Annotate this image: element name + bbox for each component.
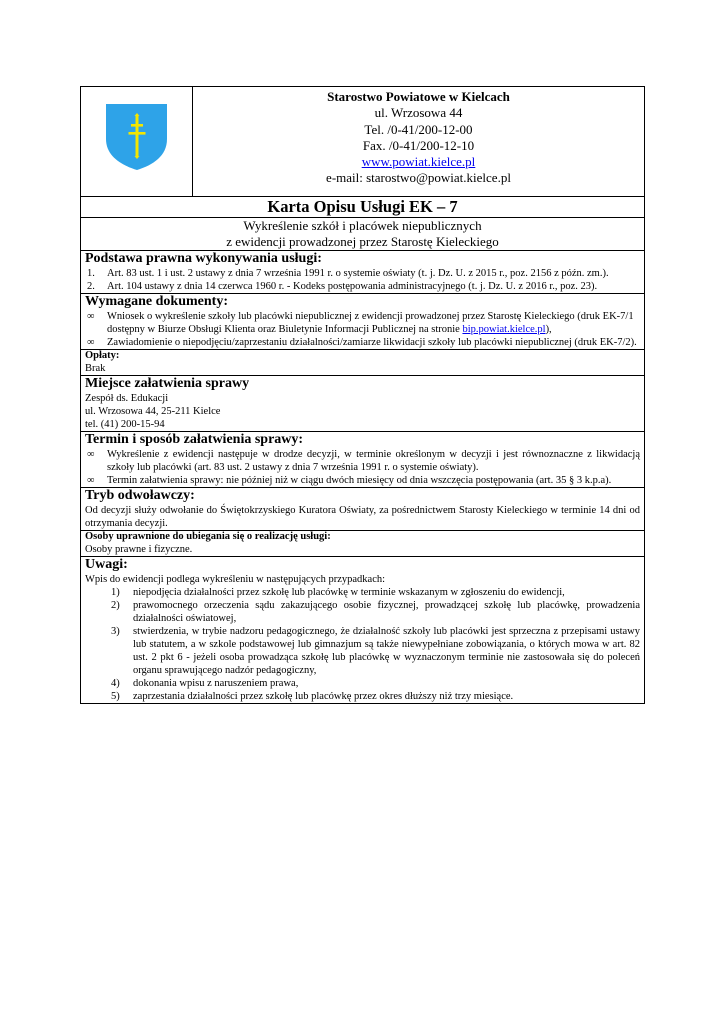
office-name: Starostwo Powiatowe w Kielcach	[327, 89, 510, 104]
notes-heading: Uwagi:	[85, 557, 128, 572]
list-number: 2)	[111, 600, 120, 611]
deadline-section	[81, 432, 645, 488]
appeal-row	[81, 488, 645, 531]
list-item-text: Art. 104 ustawy z dnia 14 czerwca 1960 r. - Kodeks postępowania administracyjnego (t. j. Dz. U. z 2016 r., poz. 23).	[107, 281, 598, 292]
place-row	[81, 376, 645, 432]
list-item	[85, 677, 640, 690]
list-item	[85, 474, 640, 487]
appeal-section	[81, 488, 645, 531]
logo-cell	[81, 87, 193, 197]
deadline-heading: Termin i sposób załatwienia sprawy:	[85, 432, 304, 447]
list-number: 1)	[111, 587, 120, 598]
eligible-text: Osoby prawne i fizyczne.	[85, 544, 193, 555]
card-subtitle-cell	[81, 218, 645, 251]
list-item-text: Art. 83 ust. 1 i ust. 2 ustawy z dnia 7 września 1991 r. o systemie oświaty (t. j. Dz. U. z 2015 r., poz. 2156 z późn. zm.).	[107, 268, 609, 279]
list-item	[85, 448, 640, 474]
documents-row	[81, 294, 645, 350]
service-card	[80, 86, 644, 704]
coat-of-arms-icon	[81, 87, 193, 191]
notes-row	[81, 557, 645, 704]
infinity-bullet-icon: ∞	[87, 449, 95, 460]
place-line-1: Zespół ds. Edukacji	[85, 393, 169, 404]
list-item-text: prawomocnego orzeczenia sądu zakazującego osobie fizycznej, prowadzącej szkołę lub placówkę, prowadzenia działalności oświatowej,	[133, 600, 640, 624]
list-number: 1.	[87, 268, 95, 279]
fees-section	[81, 350, 645, 376]
legal-basis-heading: Podstawa prawna wykonywania usługi:	[85, 251, 322, 266]
card-subtitle-line1: Wykreślenie szkół i placówek niepublicznych	[243, 218, 482, 233]
list-item-text: dokonania wpisu z naruszeniem prawa,	[133, 678, 299, 689]
eligible-heading: Osoby uprawnione do ubiegania się o realizację usługi:	[85, 531, 331, 542]
title-row	[81, 197, 645, 218]
legal-basis-list	[85, 267, 640, 293]
legal-basis-row	[81, 251, 645, 294]
office-phone: Tel. /0-41/200-12-00	[364, 121, 473, 137]
notes-section	[81, 557, 645, 704]
list-number: 4)	[111, 678, 120, 689]
office-website-link[interactable]: www.powiat.kielce.pl	[361, 154, 476, 170]
appeal-text: Od decyzji służy odwołanie do Świętokrzyskiego Kuratora Oświaty, za pośrednictwem Starosty Kieleckiego w terminie 14 dni od otrzymania decyzji.	[85, 505, 640, 529]
documents-section	[81, 294, 645, 350]
office-street: ul. Wrzosowa 44	[374, 105, 463, 121]
list-item-text: niepodjęcia działalności przez szkołę lub placówkę w terminie wskazanym w zgłoszeniu do ewidencji,	[133, 587, 565, 598]
office-fax: Fax. /0-41/200-12-10	[362, 137, 475, 153]
documents-list	[85, 310, 640, 349]
card-subtitle-line2: z ewidencji prowadzonej przez Starostę Kieleckiego	[226, 234, 499, 249]
list-item	[85, 599, 640, 625]
list-item	[85, 586, 640, 599]
fees-heading: Opłaty:	[85, 350, 120, 361]
list-item	[85, 336, 640, 349]
place-line-2: ul. Wrzosowa 44, 25-211 Kielce	[85, 406, 221, 417]
list-number: 5)	[111, 691, 120, 702]
list-item-tail: ),	[545, 324, 552, 335]
fees-value: Brak	[85, 363, 106, 374]
list-item	[85, 280, 640, 293]
list-number: 3)	[111, 626, 120, 637]
eligible-section	[81, 531, 645, 557]
place-section	[81, 376, 645, 432]
list-item-text: zaprzestania działalności przez szkołę lub placówkę przez okres dłuższy niż trzy miesiące.	[133, 691, 514, 702]
fees-row	[81, 350, 645, 376]
list-item-text: Wykreślenie z ewidencji następuje w drodze decyzji, w terminie określonym w decyzji i jest równoznaczne z likwidacją szkoły lub placówki (art. 83 ust. 2 ustawy z dnia 7 września 1991 r. o systemie oświaty).	[107, 449, 640, 473]
notes-list	[85, 586, 640, 703]
list-item	[85, 310, 640, 336]
card-title: Karta Opisu Usługi EK – 7	[81, 197, 645, 218]
service-card-table	[80, 86, 645, 704]
infinity-bullet-icon: ∞	[87, 475, 95, 486]
place-heading: Miejsce załatwienia sprawy	[85, 376, 250, 391]
list-item-text: Termin załatwienia sprawy: nie później niż w ciągu dwóch miesięcy od dnia wszczęcia postępowania (art. 35 § 3 k.p.a).	[107, 475, 612, 486]
infinity-bullet-icon: ∞	[87, 311, 95, 322]
header-row	[81, 87, 645, 197]
list-item-text: stwierdzenia, w trybie nadzoru pedagogicznego, że działalność szkoły lub placówki jest sprzeczna z przepisami ustawy lub statutem, a w szkole podstawowej lub gimnazjum są także niewypełniane zobowiązania, o których mowa w art. 82 ust. 2 pkt 6 - jeżeli osoba prowadząca szkołę lub placówkę w wyznaczonym terminie nie zastosowała się do poleceń organu sprawującego nadzór pedagogiczny,	[133, 626, 640, 676]
subtitle-row	[81, 218, 645, 251]
documents-heading: Wymagane dokumenty:	[85, 294, 228, 309]
place-line-3: tel. (41) 200-15-94	[85, 419, 165, 430]
deadline-row	[81, 432, 645, 488]
legal-basis-section	[81, 251, 645, 294]
infinity-bullet-icon: ∞	[87, 337, 95, 348]
list-item	[85, 267, 640, 280]
list-item-text: Wniosek o wykreślenie szkoły lub placówki niepublicznej z ewidencji prowadzonej przez Starostę Kieleckiego (druk EK-7/1 dostępny w Biurze Obsługi Klienta oraz Biuletynie Informacji Publicznej na stronie	[107, 311, 634, 335]
notes-intro: Wpis do ewidencji podlega wykreśleniu w następujących przypadkach:	[85, 574, 386, 585]
office-contact-cell	[193, 87, 645, 197]
bip-link[interactable]: bip.powiat.kielce.pl	[462, 324, 546, 335]
list-number: 2.	[87, 281, 95, 292]
list-item	[85, 690, 640, 703]
office-email: e-mail: starostwo@powiat.kielce.pl	[326, 170, 511, 186]
list-item-text: Zawiadomienie o niepodjęciu/zaprzestaniu działalności/zamiarze likwidacji szkoły lub placówki niepublicznej (druk EK-7/2).	[107, 337, 637, 348]
list-item	[85, 625, 640, 677]
appeal-heading: Tryb odwoławczy:	[85, 488, 195, 503]
deadline-list	[85, 448, 640, 487]
eligible-row	[81, 531, 645, 557]
